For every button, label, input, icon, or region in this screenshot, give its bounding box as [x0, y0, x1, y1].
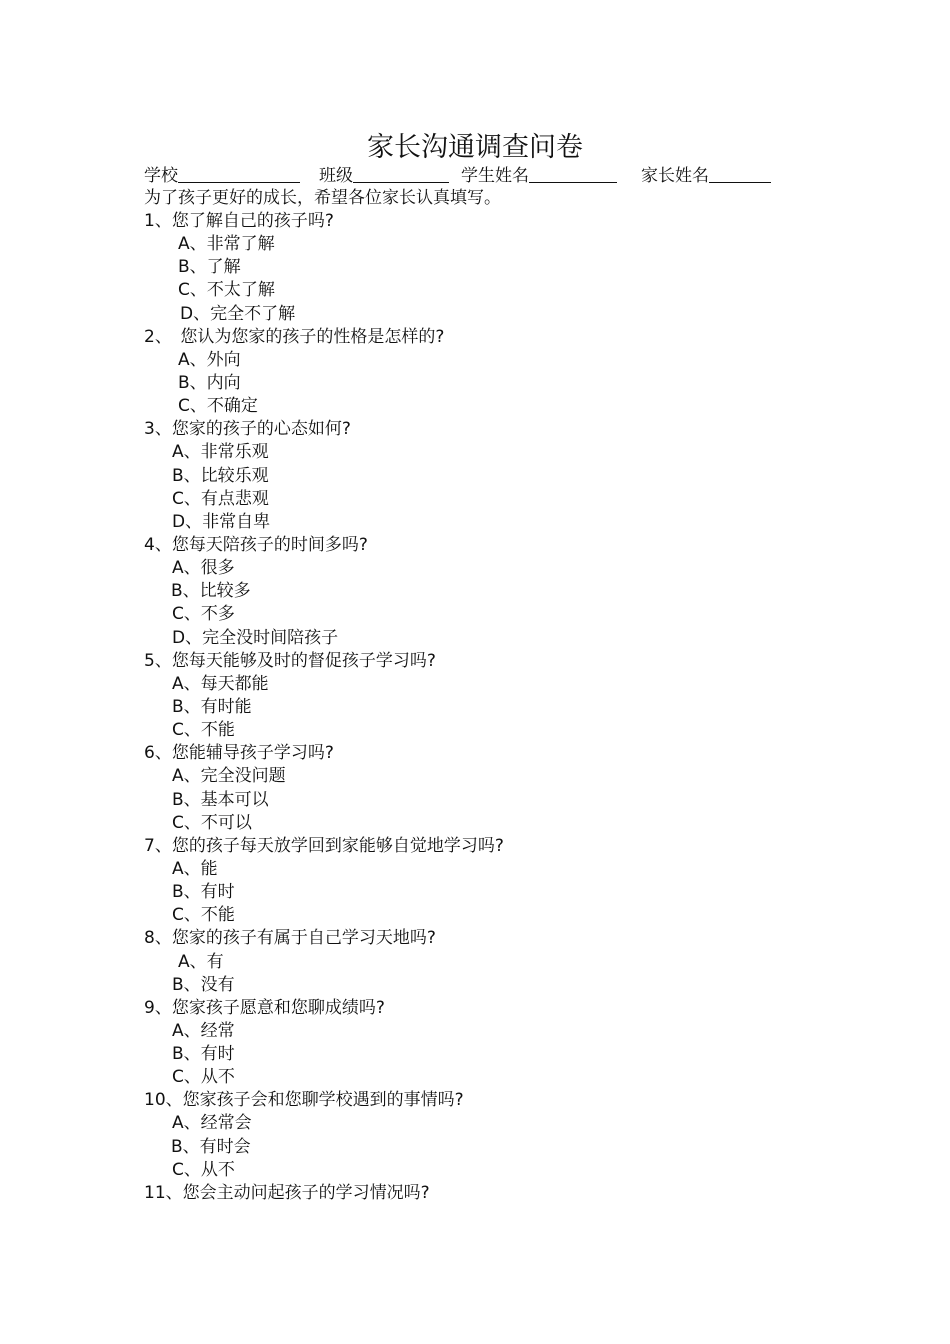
option-item[interactable]: A、每天都能 [172, 673, 269, 694]
option-item[interactable]: C、不确定 [178, 396, 258, 417]
question-text: 9、您家孩子愿意和您聊成绩吗? [144, 997, 385, 1018]
question-text: 11、您会主动问起孩子的学习情况吗? [144, 1182, 430, 1203]
option-item[interactable]: B、有时 [172, 1044, 235, 1065]
parent-name-label: 家长姓名 [641, 166, 709, 186]
school-label: 学校 [144, 166, 178, 186]
option-item[interactable]: C、不可以 [172, 812, 252, 833]
class-label: 班级 [319, 166, 353, 186]
option-item[interactable]: C、从不 [172, 1067, 235, 1088]
option-item[interactable]: A、经常会 [172, 1113, 252, 1134]
question-block [0, 418, 950, 534]
question-text: 6、您能辅导孩子学习吗? [144, 743, 334, 764]
school-blank[interactable] [178, 164, 300, 183]
option-item[interactable]: A、完全没问题 [172, 766, 286, 787]
question-block [0, 650, 950, 743]
student-name-field[interactable] [461, 164, 617, 188]
option-item[interactable]: D、完全没时间陪孩子 [172, 627, 339, 648]
option-item[interactable]: A、有 [178, 951, 224, 972]
question-block [0, 997, 950, 1090]
option-item[interactable]: A、非常了解 [178, 234, 275, 255]
question-text: 7、您的孩子每天放学回到家能够自觉地学习吗? [144, 835, 504, 856]
option-item[interactable]: B、比较乐观 [172, 465, 269, 486]
question-text: 3、您家的孩子的心态如何? [144, 419, 351, 440]
question-block [0, 927, 950, 996]
question-block [0, 534, 950, 650]
option-item[interactable]: C、不能 [172, 720, 235, 741]
parent-name-field[interactable] [641, 164, 771, 188]
option-item[interactable]: B、有时 [172, 882, 235, 903]
option-item[interactable]: A、很多 [172, 558, 235, 579]
option-item[interactable]: D、非常自卑 [172, 511, 271, 532]
student-name-blank[interactable] [529, 164, 617, 183]
option-item[interactable]: A、经常 [172, 1020, 235, 1041]
class-field[interactable] [319, 164, 449, 188]
option-item[interactable]: B、比较多 [171, 581, 251, 602]
option-item[interactable]: C、不太了解 [178, 280, 275, 301]
option-item[interactable]: B、有时会 [171, 1136, 251, 1157]
option-item[interactable]: A、能 [172, 858, 218, 879]
option-item[interactable]: C、不多 [172, 604, 235, 625]
question-block [0, 742, 950, 835]
question-block [0, 326, 950, 419]
question-text: 5、您每天能够及时的督促孩子学习吗? [144, 650, 436, 671]
question-text: 1、您了解自己的孩子吗? [144, 211, 334, 231]
question-block [0, 1182, 950, 1205]
question-text: 4、您每天陪孩子的时间多吗? [144, 534, 368, 555]
option-item[interactable]: A、外向 [178, 349, 241, 370]
option-item[interactable]: B、内向 [178, 372, 241, 393]
question-text: 10、您家孩子会和您聊学校遇到的事情吗? [144, 1090, 464, 1111]
option-item[interactable]: A、非常乐观 [172, 442, 269, 463]
option-item[interactable]: C、有点悲观 [172, 488, 269, 509]
question-text: 8、您家的孩子有属于自己学习天地吗? [144, 928, 436, 949]
option-item[interactable]: D、完全不了解 [180, 303, 296, 324]
class-blank[interactable] [353, 164, 449, 183]
option-item[interactable]: C、从不 [172, 1159, 235, 1180]
school-field[interactable] [144, 164, 300, 188]
option-item[interactable]: B、有时能 [172, 696, 252, 717]
question-block [0, 835, 950, 928]
question-text: 2、 您认为您家的孩子的性格是怎样的? [144, 326, 445, 347]
option-item[interactable]: B、没有 [172, 974, 235, 995]
option-item[interactable]: B、基本可以 [172, 789, 269, 810]
question-block [0, 210, 950, 326]
page-title: 家长沟通调查问卷 [367, 132, 583, 163]
question-list [0, 210, 950, 1205]
intro-text: 为了孩子更好的成长，希望各位家长认真填写。 [144, 188, 501, 208]
student-name-label: 学生姓名 [461, 166, 529, 186]
question-block [0, 1089, 950, 1182]
option-item[interactable]: B、了解 [178, 257, 241, 278]
option-item[interactable]: C、不能 [172, 905, 235, 926]
parent-name-blank[interactable] [709, 164, 771, 183]
